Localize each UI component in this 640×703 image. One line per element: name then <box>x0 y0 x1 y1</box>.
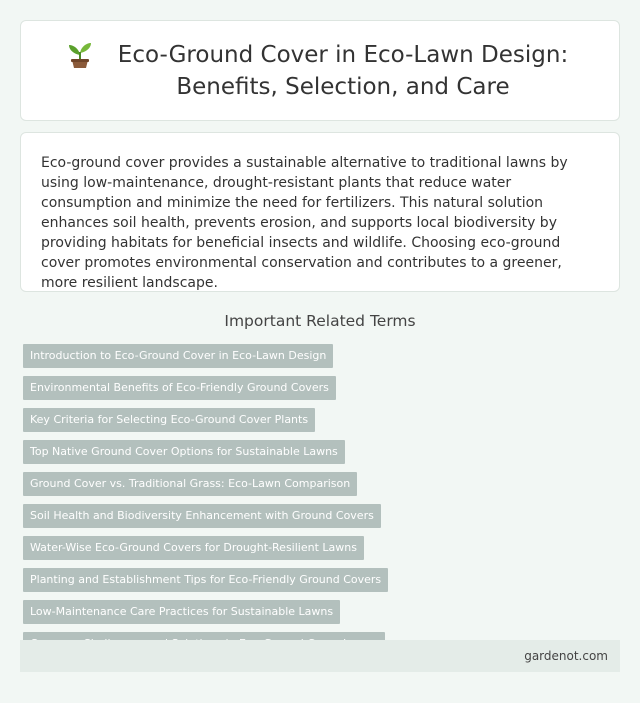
related-term-tag[interactable]: Water-Wise Eco-Ground Covers for Drought-Resilient Lawns <box>23 536 364 560</box>
related-term-tag[interactable]: Soil Health and Biodiversity Enhancement with Ground Covers <box>23 504 381 528</box>
intro-card <box>20 132 620 292</box>
title-row <box>37 39 603 103</box>
footer-site-link[interactable]: gardenot.com <box>524 649 608 663</box>
page-title: Eco-Ground Cover in Eco-Lawn Design: Benefits, Selection, and Care <box>117 41 569 100</box>
related-term-tag[interactable]: Key Criteria for Selecting Eco-Ground Cover Plants <box>23 408 315 432</box>
footer <box>20 640 620 672</box>
intro-paragraph: Eco-ground cover provides a sustainable alternative to traditional lawns by using low-maintenance, drought-resistant plants that reduce water consumption and minimize the need for fertilizers. This natural solution enhances soil health, prevents erosion, and supports local biodiversity by providing habitats for beneficial insects and wildlife. Choosing eco-ground cover promotes environmental conservation and contributes to a greener, more resilient landscape. <box>41 155 568 291</box>
related-terms-list <box>23 344 623 656</box>
related-term-tag[interactable]: Ground Cover vs. Traditional Grass: Eco-Lawn Comparison <box>23 472 357 496</box>
related-terms-heading: Important Related Terms <box>224 312 416 330</box>
related-term-tag[interactable]: Planting and Establishment Tips for Eco-Friendly Ground Covers <box>23 568 388 592</box>
sprout-icon <box>67 39 93 69</box>
related-term-tag[interactable]: Low-Maintenance Care Practices for Sustainable Lawns <box>23 600 340 624</box>
header-card <box>20 20 620 121</box>
related-term-tag[interactable]: Introduction to Eco-Ground Cover in Eco-Lawn Design <box>23 344 333 368</box>
related-term-tag[interactable]: Environmental Benefits of Eco-Friendly Ground Covers <box>23 376 336 400</box>
related-term-tag[interactable]: Top Native Ground Cover Options for Sustainable Lawns <box>23 440 345 464</box>
